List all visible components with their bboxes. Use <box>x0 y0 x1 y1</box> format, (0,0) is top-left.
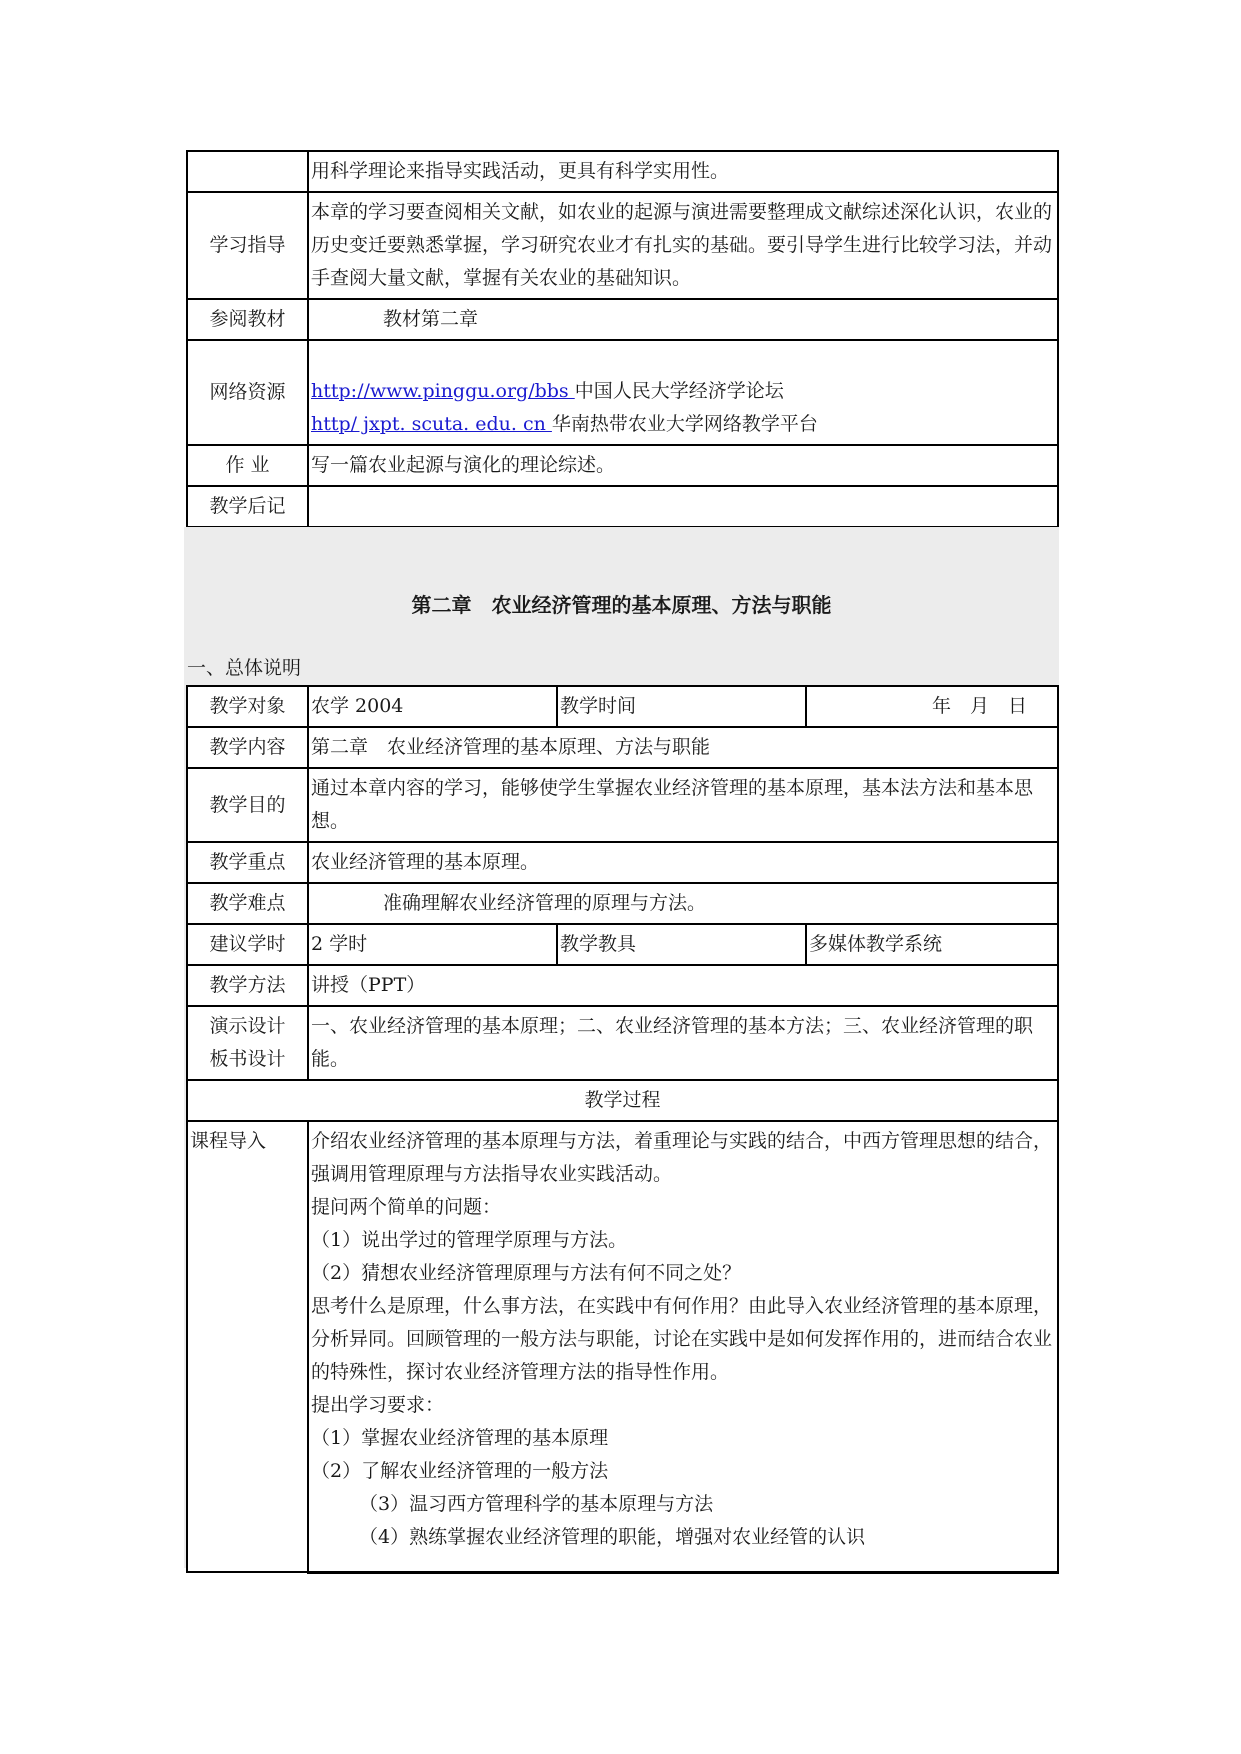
lesson-plan-table <box>186 685 1059 1574</box>
content-label: 教学内容 <box>187 727 308 768</box>
table-row <box>187 842 1058 883</box>
jxpt-link[interactable]: http/ jxpt. scuta. edu. cn <box>311 413 552 435</box>
intro-question: （1）说出学过的管理学原理与方法。 <box>311 1229 628 1251</box>
pinggu-link[interactable]: http://www.pinggu.org/bbs <box>311 380 575 402</box>
method-value: 讲授（PPT） <box>308 965 1058 1006</box>
hours-label: 建议学时 <box>187 924 308 965</box>
intro-paragraph: 思考什么是原理，什么事方法，在实践中有何作用？由此导入农业经济管理的基本原理，分析异同。回顾管理的一般方法与职能，讨论在实践中是如何发挥作用的，进而结合农业的特殊性，探讨农业经济管理方法的指导性作用。 <box>311 1295 1053 1383</box>
design-value: 一、农业经济管理的基本原理；二、农业经济管理的基本方法；三、农业经济管理的职能。 <box>308 1006 1058 1080</box>
design-label-cell <box>187 1006 308 1080</box>
overview-heading: 一、总体说明 <box>187 657 302 679</box>
homework-label: 作 业 <box>187 445 308 486</box>
table-row <box>187 686 1058 727</box>
reference-text: 教材第二章 <box>308 299 1058 340</box>
requirement-item: （3）温习西方管理科学的基本原理与方法 <box>359 1493 714 1515</box>
key-point-value: 农业经济管理的基本原理。 <box>308 842 1058 883</box>
theory-practice-text: 用科学理论来指导实践活动，更具有科学实用性。 <box>308 151 1058 192</box>
intro-question: （2）猜想农业经济管理原理与方法有何不同之处？ <box>311 1262 742 1284</box>
difficulty-label: 教学难点 <box>187 883 308 924</box>
web-resources-label: 网络资源 <box>187 340 308 445</box>
table-row <box>187 965 1058 1006</box>
web-resource-item <box>311 375 1055 408</box>
method-label: 教学方法 <box>187 965 308 1006</box>
link-description: 华南热带农业大学网络教学平台 <box>551 413 818 435</box>
chapter-title: 第二章 农业经济管理的基本原理、方法与职能 <box>411 593 832 617</box>
key-point-label: 教学重点 <box>187 842 308 883</box>
intro-question-heading: 提问两个简单的问题： <box>311 1196 502 1218</box>
purpose-value: 通过本章内容的学习，能够使学生掌握农业经济管理的基本原理，基本法方法和基本思想。 <box>308 768 1058 842</box>
tools-label: 教学教具 <box>557 924 806 965</box>
table-row <box>187 768 1058 842</box>
table-row <box>187 883 1058 924</box>
target-label: 教学对象 <box>187 686 308 727</box>
purpose-label: 教学目的 <box>187 768 308 842</box>
table-row <box>187 445 1058 486</box>
table-row <box>187 151 1058 192</box>
postscript-label: 教学后记 <box>187 486 308 527</box>
time-label: 教学时间 <box>557 686 806 727</box>
table-row <box>187 1006 1058 1080</box>
intro-label: 课程导入 <box>187 1121 308 1572</box>
table-row <box>187 486 1058 527</box>
tools-value: 多媒体教学系统 <box>806 924 1058 965</box>
content-value: 第二章 农业经济管理的基本原理、方法与职能 <box>308 727 1058 768</box>
time-value: 年 月 日 <box>806 686 1058 727</box>
intro-content <box>308 1121 1058 1572</box>
table-row <box>187 924 1058 965</box>
table-cell-empty <box>187 151 308 192</box>
process-header: 教学过程 <box>187 1080 1058 1121</box>
requirement-item: （1）掌握农业经济管理的基本原理 <box>311 1427 609 1449</box>
table-row <box>187 340 1058 445</box>
web-resource-item <box>311 408 1055 441</box>
requirement-item: （4）熟练掌握农业经济管理的职能，增强对农业经管的认识 <box>359 1526 866 1548</box>
table-row <box>187 192 1058 299</box>
board-design-label: 板书设计 <box>209 1048 286 1070</box>
postscript-text <box>308 486 1058 527</box>
requirements-heading: 提出学习要求： <box>311 1394 445 1416</box>
link-description: 中国人民大学经济学论坛 <box>574 380 784 402</box>
reference-label: 参阅教材 <box>187 299 308 340</box>
study-guide-label: 学习指导 <box>187 192 308 299</box>
homework-text: 写一篇农业起源与演化的理论综述。 <box>308 445 1058 486</box>
requirement-item: （2）了解农业经济管理的一般方法 <box>311 1460 609 1482</box>
table-row <box>187 1080 1058 1121</box>
demo-design-label: 演示设计 <box>209 1015 286 1037</box>
table-row <box>187 1121 1058 1572</box>
hours-value: 2 学时 <box>308 924 557 965</box>
web-resources-cell <box>308 340 1058 445</box>
top-table <box>186 150 1059 528</box>
difficulty-value: 准确理解农业经济管理的原理与方法。 <box>308 883 1058 924</box>
intro-paragraph: 介绍农业经济管理的基本原理与方法，着重理论与实践的结合，中西方管理思想的结合，强调用管理原理与方法指导农业实践活动。 <box>311 1130 1053 1185</box>
study-guide-text: 本章的学习要查阅相关文献，如农业的起源与演进需要整理成文献综述深化认识，农业的历史变迁要熟悉掌握，学习研究农业才有扎实的基础。要引导学生进行比较学习法，并动手查阅大量文献，掌握有关农业的基础知识。 <box>308 192 1058 299</box>
table-row <box>187 299 1058 340</box>
table-row <box>187 727 1058 768</box>
target-value: 农学 2004 <box>308 686 557 727</box>
